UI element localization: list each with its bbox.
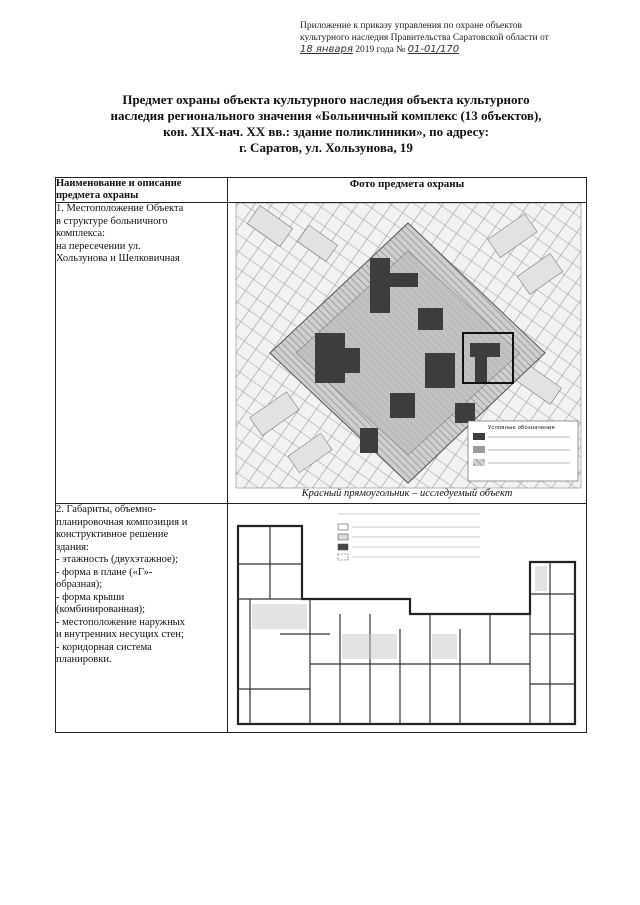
row2-line: здания: [56,541,89,553]
floor-plan-image [230,504,585,732]
map-legend [468,421,578,481]
row2-line: (комбинированная); [56,604,146,615]
row1-line: 1. Местоположение Объекта [56,203,184,214]
row2-line: образная); [56,579,103,590]
row2-description [56,504,228,733]
row1-line: комплекса: [56,228,105,239]
row2-line: 2. Габариты, объемно- [56,504,157,515]
appendix-header [300,20,618,56]
table-row [56,203,587,504]
row1-line: в структуре больничного [56,215,168,227]
plan-legend [338,514,480,560]
title-line-4: г. Саратов, ул. Хользунова, 19 [239,140,413,155]
protection-table [55,177,587,733]
appendix-line-3 [300,44,618,56]
row2-line: - коридорная система [56,641,152,653]
row2-line: - этажность (двухэтажное); [56,554,179,565]
row2-line: и внутренних несущих стен; [56,629,184,640]
row2-line: - местоположение наружных [56,616,185,628]
legend-title: Условные обозначения [488,425,555,431]
row1-line: Хользунова и Шелковичная [56,253,180,264]
row1-line: на пересечении ул. [56,240,141,252]
title-line-2: наследия регионального значения «Больничный комплекс (13 объектов), [110,108,542,123]
handwritten-number: 01-01/170 [407,44,460,55]
table-header-row [56,178,587,203]
row2-line: - форма крыши [56,591,125,603]
document-title [70,92,582,156]
map-caption: Красный прямоугольник – исследуемый объект [301,488,513,499]
row2-line: планировки. [56,654,112,665]
appendix-line-1: Приложение к приказу управления по охране объектов [300,21,523,31]
site-map-image [230,203,585,503]
appendix-line-2: культурного наследия Правительства Саратовской области от [300,33,549,43]
row2-photo [228,504,587,733]
title-line-1: Предмет охраны объекта культурного наследия объекта культурного [122,92,530,107]
row2-line: планировочная композиция и [56,516,188,528]
header-photo: Фото предмета охраны [228,178,587,203]
row1-photo [228,203,587,504]
header-description: Наименование и описание предмета охраны [56,178,228,203]
row2-line: конструктивное решение [56,529,169,540]
row2-line: - форма в плане («Г»- [56,566,153,578]
table-row [56,504,587,733]
handwritten-date: 18 января [300,44,353,55]
row1-description [56,203,228,504]
appendix-year: 2019 года № [355,45,406,55]
title-line-3: кон. XIX-нач. XX вв.: здание поликлиники», по адресу: [163,124,489,139]
